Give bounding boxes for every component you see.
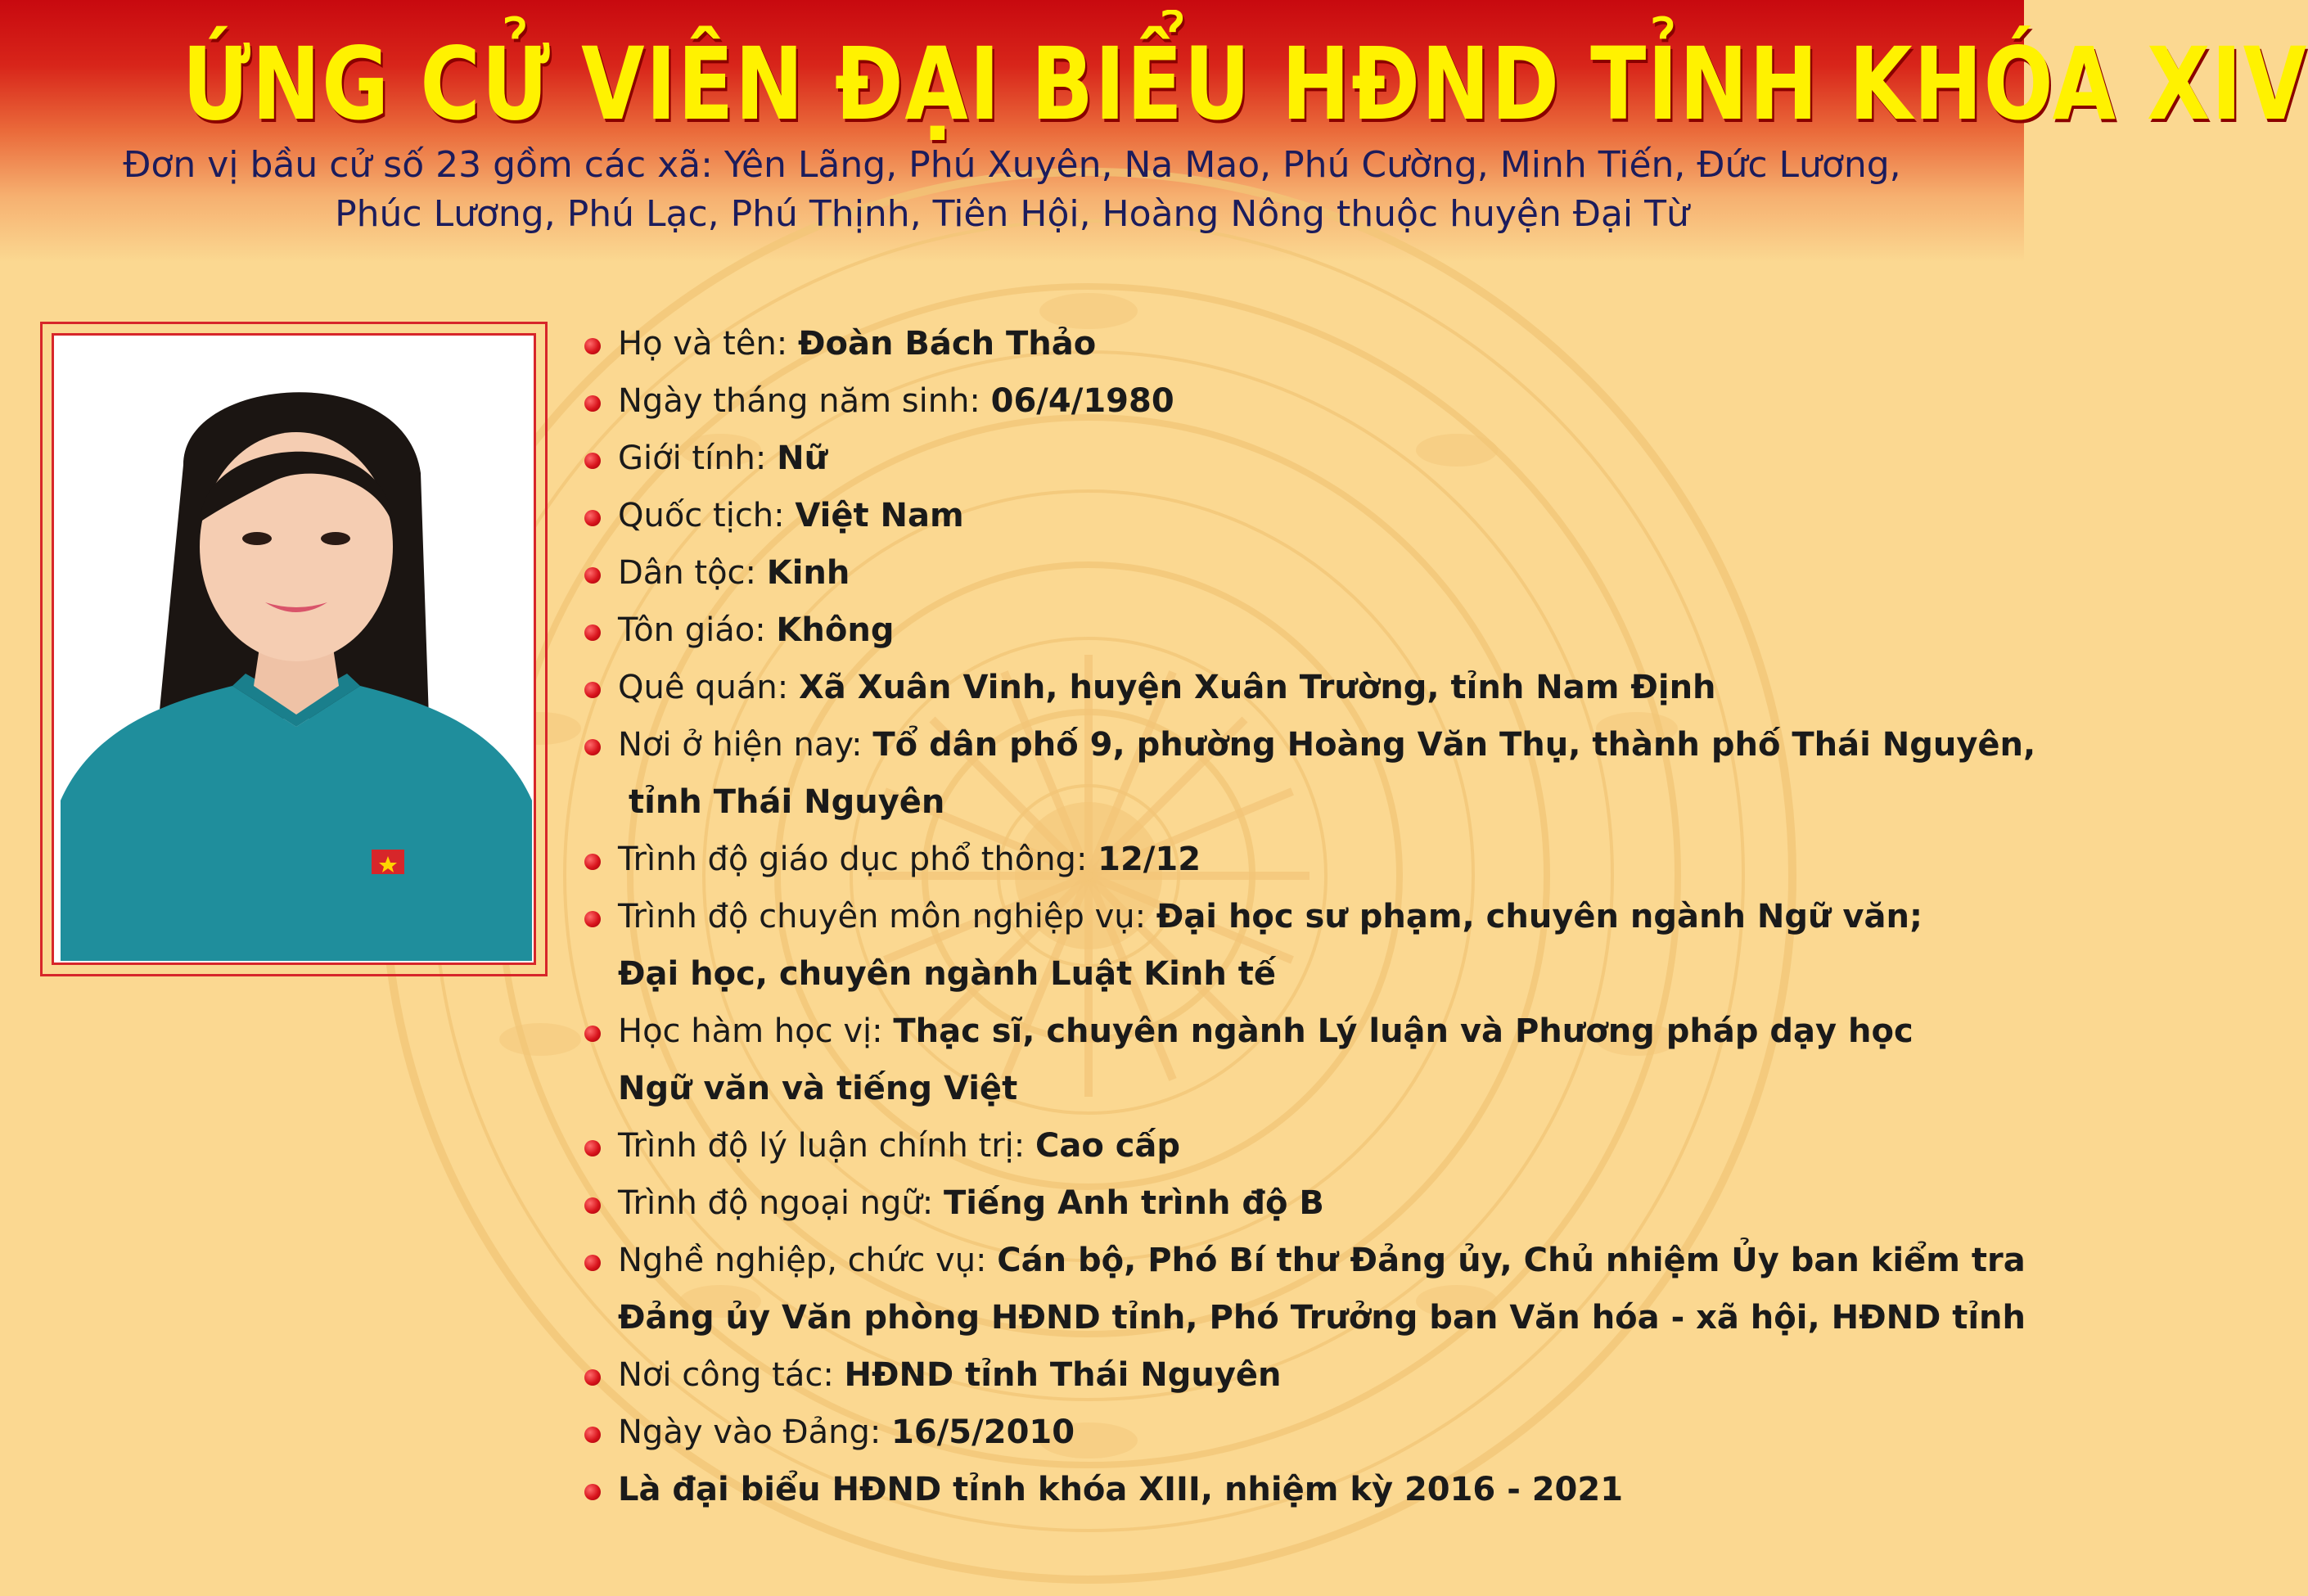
info-row-workplace — [581, 1346, 2005, 1404]
info-row-degree — [581, 1003, 2005, 1060]
hometown-value: Xã Xuân Vinh, huyện Xuân Trường, tỉnh Nam Định — [798, 669, 1716, 706]
hometown-label: Quê quán: — [618, 669, 799, 706]
bullet-icon — [584, 1197, 601, 1214]
residence-value-line-2: tỉnh Thái Nguyên — [629, 783, 945, 821]
bullet-icon — [584, 739, 601, 755]
name-value: Đoàn Bách Thảo — [798, 325, 1097, 363]
info-row-nationality — [581, 487, 2005, 544]
workplace-value: HĐND tỉnh Thái Nguyên — [844, 1356, 1282, 1394]
info-row-political-theory — [581, 1117, 2005, 1174]
party-date-value: 16/5/2010 — [891, 1413, 1075, 1451]
dob-label: Ngày tháng năm sinh: — [618, 382, 991, 420]
info-row-residence — [581, 716, 2036, 773]
subtitle-line-1: Đơn vị bầu cử số 23 gồm các xã: Yên Lãng, Phú Xuyên, Na Mao, Phú Cường, Minh Tiến, Đức Lương, — [123, 144, 1901, 186]
info-row-hometown — [581, 659, 2005, 716]
info-row-delegate-note — [581, 1461, 2005, 1518]
residence-label: Nơi ở hiện nay: — [618, 726, 873, 764]
degree-label: Học hàm học vị: — [618, 1012, 894, 1050]
info-row-party-date — [581, 1404, 2005, 1461]
professional-value-line-1: Đại học sư phạm, chuyên ngành Ngữ văn; — [1156, 898, 1923, 936]
delegate-note: Là đại biểu HĐND tỉnh khóa XIII, nhiệm kỳ 2016 - 2021 — [618, 1471, 1624, 1508]
bullet-icon — [584, 453, 601, 469]
name-label: Họ và tên: — [618, 325, 798, 363]
bullet-icon — [584, 1427, 601, 1443]
gender-label: Giới tính: — [618, 440, 778, 477]
party-date-label: Ngày vào Đảng: — [618, 1413, 892, 1451]
info-row-professional — [581, 888, 2005, 945]
general-education-label: Trình độ giáo dục phổ thông: — [618, 841, 1098, 878]
general-education-value: 12/12 — [1098, 841, 1201, 878]
info-row-residence-cont — [581, 773, 2005, 831]
occupation-value-line-2: Đảng ủy Văn phòng HĐND tỉnh, Phó Trưởng ban Văn hóa - xã hội, HĐND tỉnh — [618, 1299, 2026, 1337]
electoral-unit-description — [0, 141, 2024, 239]
professional-value-line-2: Đại học, chuyên ngành Luật Kinh tế — [618, 955, 1277, 993]
info-row-occupation-cont — [581, 1289, 2026, 1346]
degree-value-line-1: Thạc sĩ, chuyên ngành Lý luận và Phương pháp dạy học — [893, 1012, 1914, 1050]
info-row-religion — [581, 602, 2005, 659]
bullet-icon — [584, 1140, 601, 1156]
info-row-dob — [581, 372, 2005, 430]
bullet-icon — [584, 567, 601, 584]
subtitle-line-2: Phúc Lương, Phú Lạc, Phú Thịnh, Tiên Hội, Hoàng Nông thuộc huyện Đại Từ — [335, 193, 1689, 235]
residence-value-line-1: Tổ dân phố 9, phường Hoàng Văn Thụ, thành phố Thái Nguyên, — [872, 726, 2036, 764]
info-row-foreign-language — [581, 1174, 2005, 1232]
bullet-icon — [584, 1369, 601, 1386]
info-row-ethnicity — [581, 544, 2005, 602]
portrait-frame — [40, 322, 548, 976]
dob-value: 06/4/1980 — [990, 382, 1174, 420]
occupation-label: Nghề nghiệp, chức vụ: — [618, 1242, 998, 1279]
portrait-illustration — [61, 342, 532, 961]
nationality-value: Việt Nam — [795, 497, 964, 534]
gender-value: Nữ — [777, 440, 828, 477]
religion-label: Tôn giáo: — [618, 611, 777, 649]
info-row-occupation — [581, 1232, 2026, 1289]
portrait-photo — [52, 333, 536, 965]
info-row-professional-cont — [581, 945, 2005, 1003]
info-row-gender — [581, 430, 2005, 487]
info-row-general-education — [581, 831, 2005, 888]
political-theory-label: Trình độ lý luận chính trị: — [618, 1127, 1035, 1165]
bullet-icon — [584, 1026, 601, 1042]
page-title: ỨNG CỬ VIÊN ĐẠI BIỂU HĐND TỈNH KHÓA XIV — [182, 26, 2308, 142]
religion-value: Không — [776, 611, 895, 649]
occupation-value-line-1: Cán bộ, Phó Bí thư Đảng ủy, Chủ nhiệm Ủy ban kiểm tra — [997, 1242, 2026, 1279]
bullet-icon — [584, 911, 601, 927]
ethnicity-label: Dân tộc: — [618, 554, 767, 592]
foreign-language-value: Tiếng Anh trình độ B — [943, 1184, 1324, 1222]
candidate-info-list — [581, 315, 2036, 1518]
bullet-icon — [584, 624, 601, 641]
bullet-icon — [584, 395, 601, 412]
degree-value-line-2: Ngữ văn và tiếng Việt — [618, 1070, 1018, 1107]
foreign-language-label: Trình độ ngoại ngữ: — [618, 1184, 944, 1222]
workplace-label: Nơi công tác: — [618, 1356, 845, 1394]
bullet-icon — [584, 682, 601, 698]
info-row-name — [581, 315, 2005, 372]
bullet-icon — [584, 1255, 601, 1271]
political-theory-value: Cao cấp — [1035, 1127, 1181, 1165]
bullet-icon — [584, 338, 601, 354]
ethnicity-value: Kinh — [766, 554, 850, 592]
bullet-icon — [584, 510, 601, 526]
bullet-icon — [584, 854, 601, 870]
professional-label: Trình độ chuyên môn nghiệp vụ: — [618, 898, 1156, 936]
info-row-degree-cont — [581, 1060, 2005, 1117]
nationality-label: Quốc tịch: — [618, 497, 796, 534]
bullet-icon — [584, 1484, 601, 1500]
